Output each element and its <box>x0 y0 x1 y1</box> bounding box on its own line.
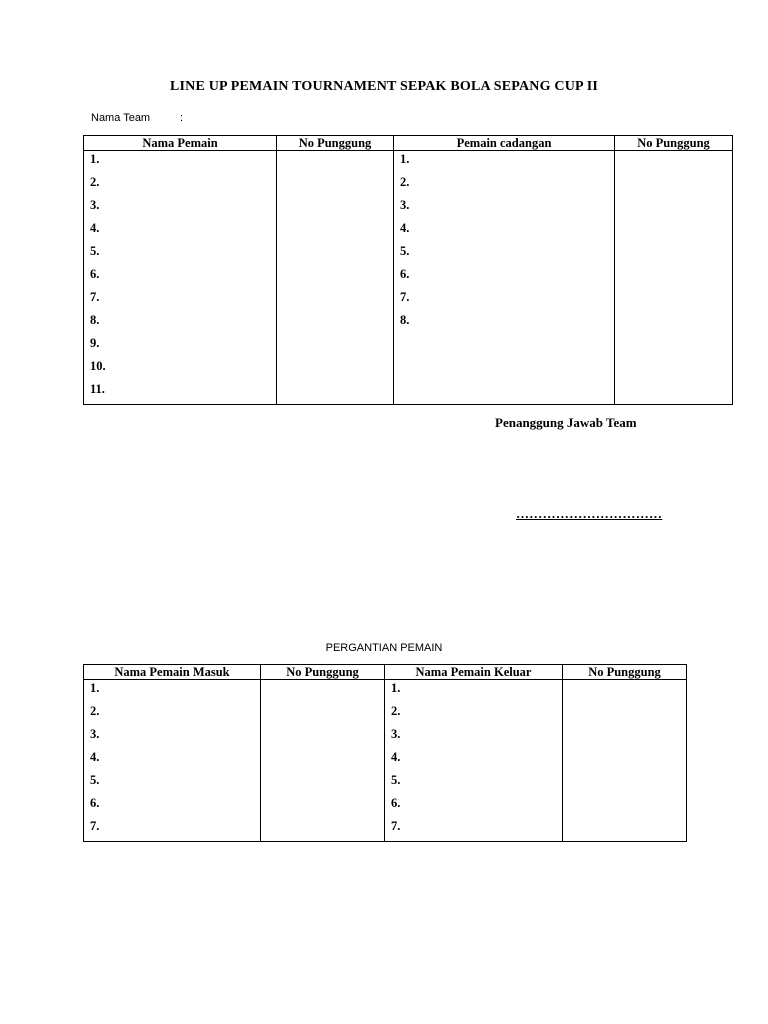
player-in-slot-1[interactable]: 1. <box>90 681 100 695</box>
player-slot-6[interactable]: 6. <box>90 267 100 281</box>
header-no-punggung-cadangan: No Punggung <box>615 136 733 151</box>
reserve-number-column[interactable] <box>615 151 733 405</box>
team-name-row <box>91 112 184 124</box>
player-out-slot-1[interactable]: 1. <box>391 681 401 695</box>
reserve-slot-5[interactable]: 5. <box>400 244 410 258</box>
player-slot-2[interactable]: 2. <box>90 175 100 189</box>
player-in-slot-2[interactable]: 2. <box>90 704 100 718</box>
player-slot-9[interactable]: 9. <box>90 336 100 350</box>
player-out-slot-6[interactable]: 6. <box>391 796 401 810</box>
substitution-title: PERGANTIAN PEMAIN <box>325 642 443 654</box>
player-slot-10[interactable]: 10. <box>90 359 106 373</box>
lineup-header-row <box>84 136 733 151</box>
reserve-slot-1[interactable]: 1. <box>400 152 410 166</box>
reserve-slot-8[interactable]: 8. <box>400 313 410 327</box>
header-nama-pemain-masuk: Nama Pemain Masuk <box>84 665 261 680</box>
header-no-punggung-masuk: No Punggung <box>261 665 385 680</box>
player-slot-7[interactable]: 7. <box>90 290 100 304</box>
substitution-body-row <box>84 680 687 842</box>
player-slot-4[interactable]: 4. <box>90 221 100 235</box>
substitution-table <box>83 664 687 842</box>
player-slot-5[interactable]: 5. <box>90 244 100 258</box>
lineup-table <box>83 135 733 405</box>
header-no-punggung: No Punggung <box>277 136 394 151</box>
player-out-list <box>385 680 563 842</box>
reserve-slot-3[interactable]: 3. <box>400 198 410 212</box>
player-in-slot-7[interactable]: 7. <box>90 819 100 833</box>
team-name-label: Nama Team <box>91 112 151 124</box>
player-out-slot-5[interactable]: 5. <box>391 773 401 787</box>
player-in-number-column[interactable] <box>261 680 385 842</box>
player-in-slot-6[interactable]: 6. <box>90 796 100 810</box>
header-nama-pemain-keluar: Nama Pemain Keluar <box>385 665 563 680</box>
player-in-slot-4[interactable]: 4. <box>90 750 100 764</box>
penanggung-jawab-label: Penanggung Jawab Team <box>495 415 637 430</box>
reserve-slot-6[interactable]: 6. <box>400 267 410 281</box>
player-slot-11[interactable]: 11. <box>90 382 105 396</box>
player-in-slot-5[interactable]: 5. <box>90 773 100 787</box>
reserve-slot-4[interactable]: 4. <box>400 221 410 235</box>
player-in-slot-3[interactable]: 3. <box>90 727 100 741</box>
player-out-slot-2[interactable]: 2. <box>391 704 401 718</box>
reserve-slot-2[interactable]: 2. <box>400 175 410 189</box>
player-out-slot-7[interactable]: 7. <box>391 819 401 833</box>
header-nama-pemain: Nama Pemain <box>84 136 277 151</box>
signature-line[interactable]: …………………………… <box>516 506 663 521</box>
header-no-punggung-keluar: No Punggung <box>563 665 687 680</box>
player-slot-8[interactable]: 8. <box>90 313 100 327</box>
player-out-slot-3[interactable]: 3. <box>391 727 401 741</box>
player-slot-3[interactable]: 3. <box>90 198 100 212</box>
substitution-header-row <box>84 665 687 680</box>
player-slot-1[interactable]: 1. <box>90 152 100 166</box>
player-list <box>84 151 277 405</box>
player-number-column[interactable] <box>277 151 394 405</box>
lineup-body-row <box>84 151 733 405</box>
player-out-slot-4[interactable]: 4. <box>391 750 401 764</box>
player-in-list <box>84 680 261 842</box>
document-title: LINE UP PEMAIN TOURNAMENT SEPAK BOLA SEPANG CUP II <box>170 79 598 94</box>
player-out-number-column[interactable] <box>563 680 687 842</box>
reserve-slot-7[interactable]: 7. <box>400 290 410 304</box>
header-pemain-cadangan: Pemain cadangan <box>394 136 615 151</box>
reserve-list <box>394 151 615 405</box>
team-name-colon: : <box>180 112 184 124</box>
